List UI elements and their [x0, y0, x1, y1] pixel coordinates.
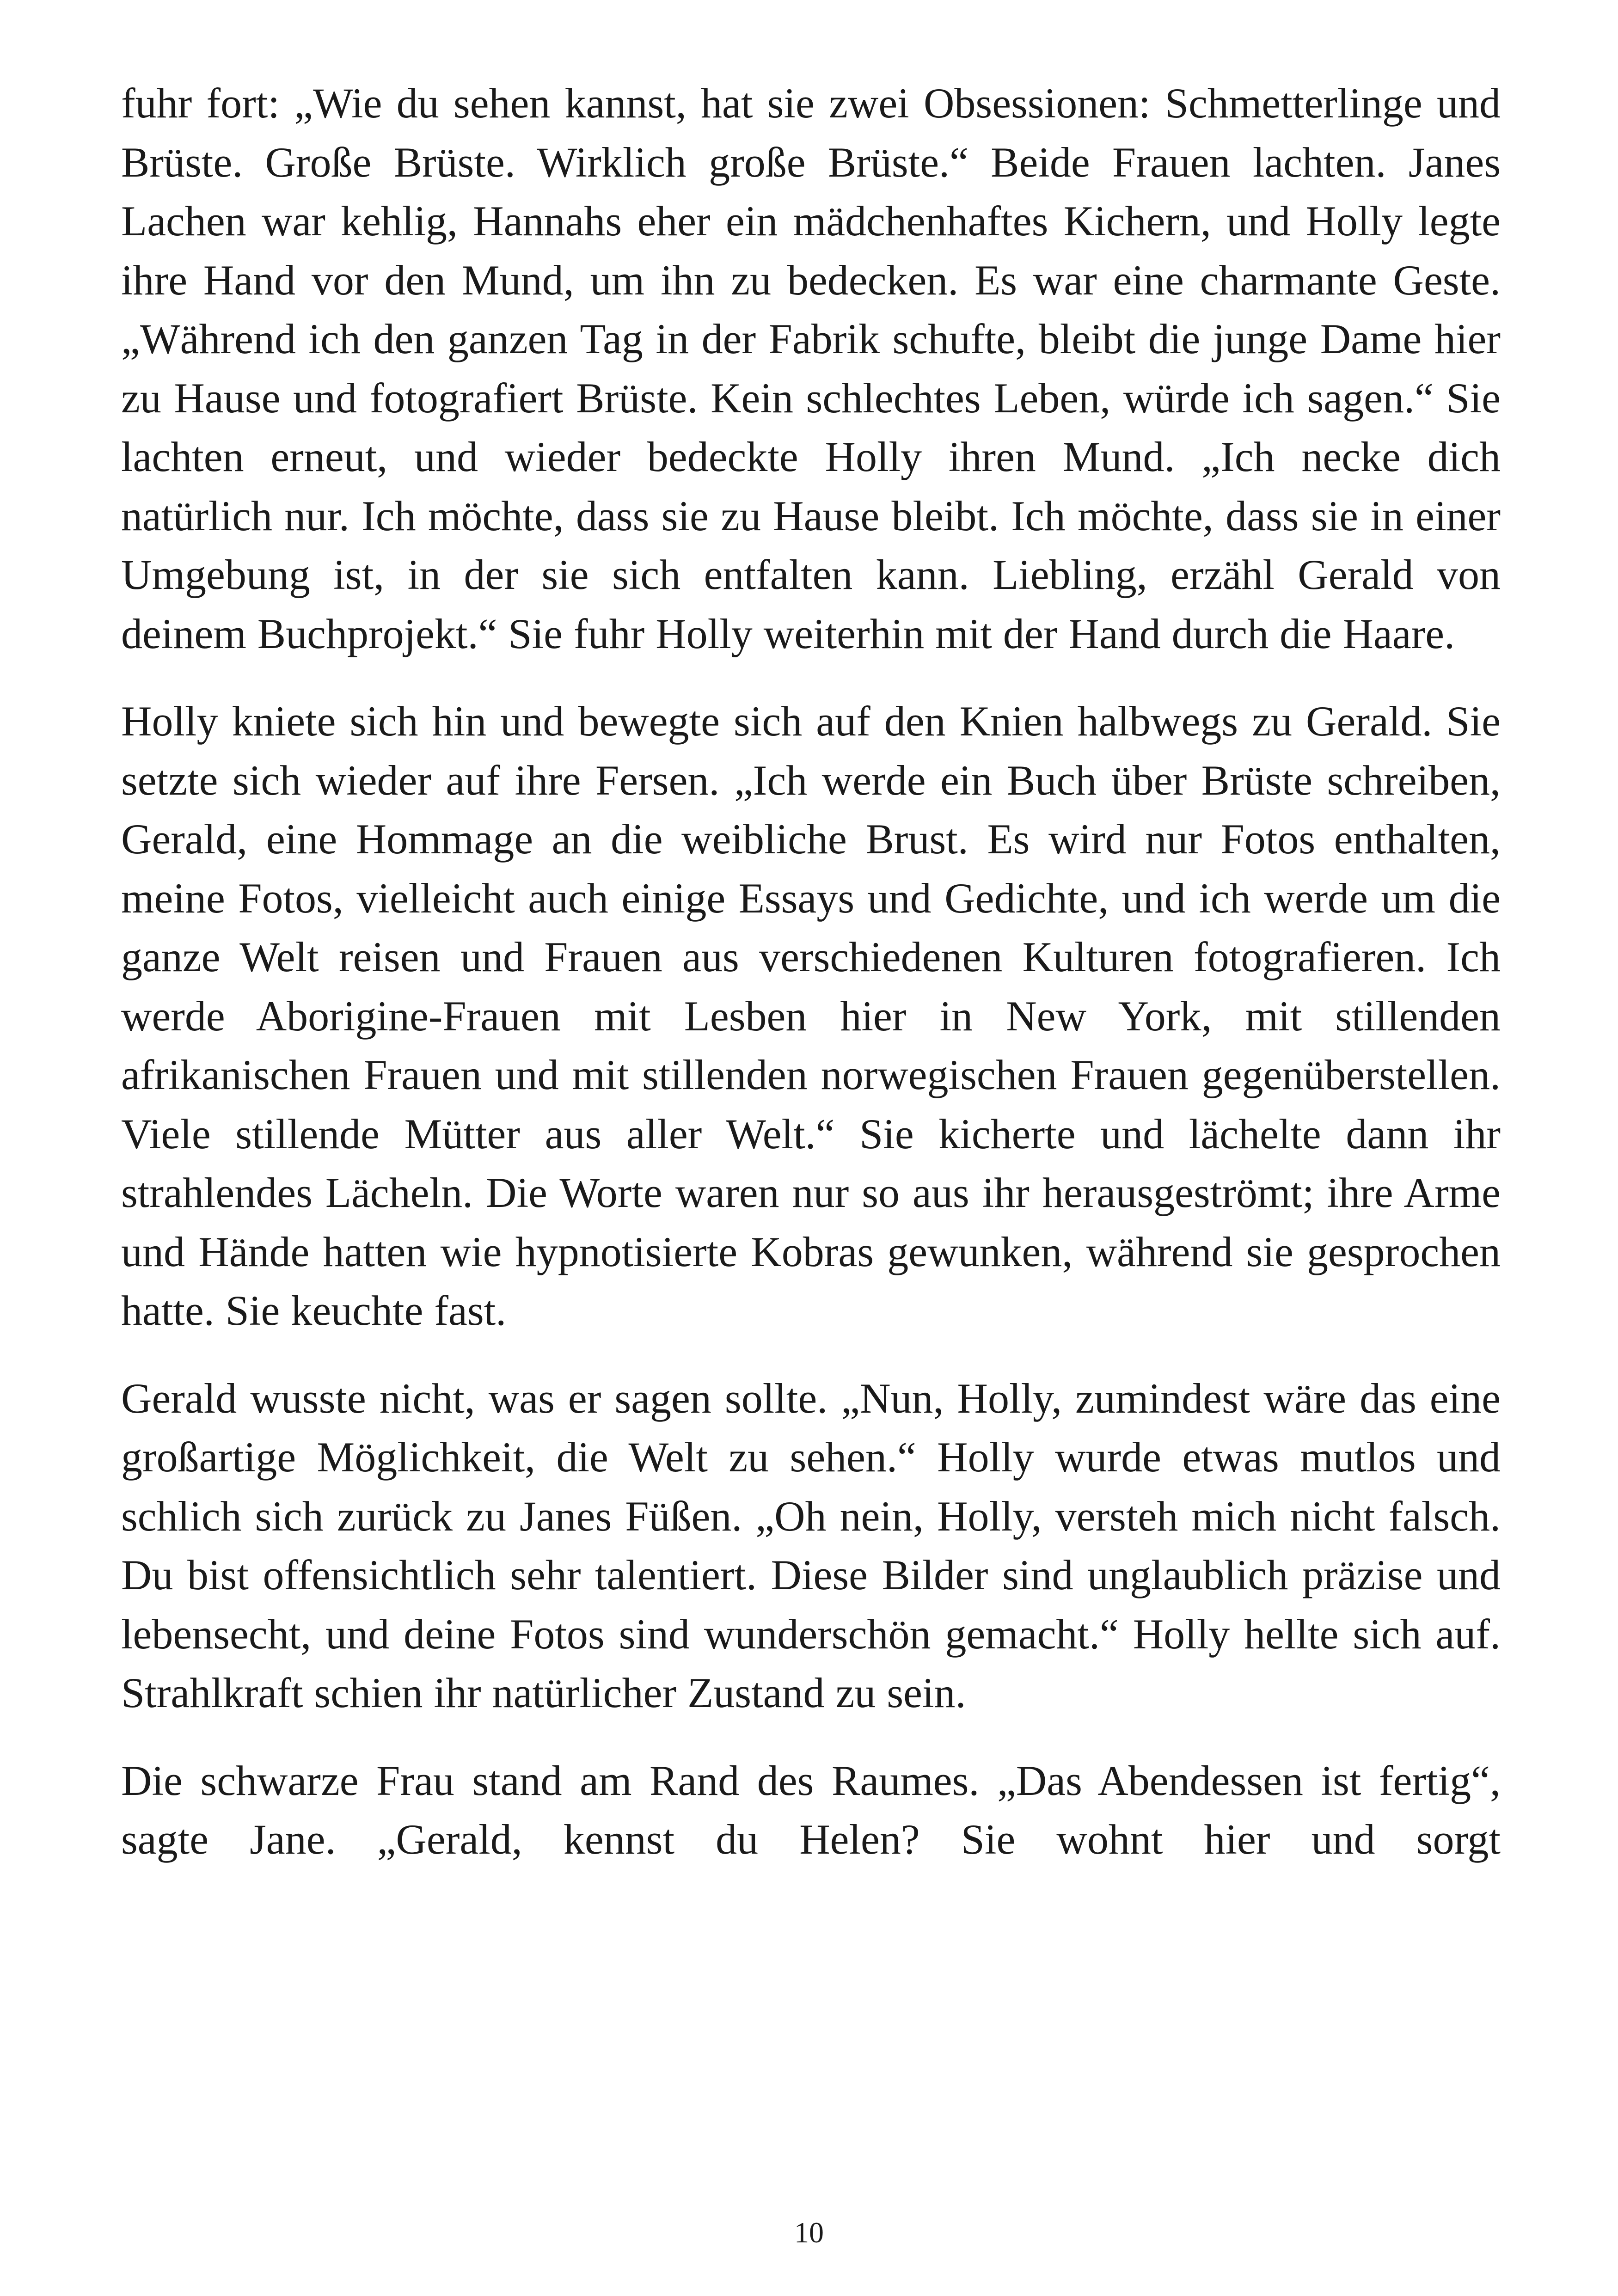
page-body: [121, 74, 1501, 1898]
paragraph-2: Holly kniete sich hin und bewegte sich auf den Knien halbwegs zu Gerald. Sie setzte sich wieder auf ihre Fersen. „Ich werde ein Buch über Brüste schreiben, Gerald, eine Hommage an die weibliche Brust. Es wird nur Fotos enthalten, meine Fotos, vielleicht auch einige Essays und Gedichte, und ich werde um die ganze Welt reisen und Frauen aus verschiedenen Kulturen fotografieren. Ich werde Aborigine-Frauen mit Lesben hier in New York, mit stillenden afrikanischen Frauen und mit stillenden norwegischen Frauen gegenüberstellen. Viele stillende Mütter aus aller Welt.“ Sie kicherte und lächelte dann ihr strahlendes Lächeln. Die Worte waren nur so aus ihr herausgeströmt; ihre Arme und Hände hatten wie hypnotisierte Kobras gewunken, während sie gesprochen hatte. Sie keuchte fast.: [121, 698, 1501, 1334]
paragraph-3: Gerald wusste nicht, was er sagen sollte. „Nun, Holly, zumindest wäre das eine großartige Möglichkeit, die Welt zu sehen.“ Holly wurde etwas mutlos und schlich sich zurück zu Janes Füßen. „Oh nein, Holly, versteh mich nicht falsch. Du bist offensichtlich sehr talentiert. Diese Bilder sind unglaublich präzise und lebensecht, und deine Fotos sind wunderschön gemacht.“ Holly hellte sich auf. Strahlkraft schien ihr natürlicher Zustand zu sein.: [121, 1374, 1501, 1716]
paragraph-4: Die schwarze Frau stand am Rand des Raumes. „Das Abendessen ist fertig“, sagte Jane. „Gerald, kennst du Helen? Sie wohnt hier und sorgt: [121, 1757, 1501, 1863]
page-number: 10: [794, 2216, 824, 2249]
paragraph-1: fuhr fort: „Wie du sehen kannst, hat sie zwei Obsessionen: Schmetterlinge und Brüste. Große Brüste. Wirklich große Brüste.“ Beide Frauen lachten. Janes Lachen war kehlig, Hannahs eher ein mädchenhaftes Kichern, und Holly legte ihre Hand vor den Mund, um ihn zu bedecken. Es war eine charmante Geste. „Während ich den ganzen Tag in der Fabrik schufte, bleibt die junge Dame hier zu Hause und fotografiert Brüste. Kein schlechtes Leben, würde ich sagen.“ Sie lachten erneut, und wieder bedeckte Holly ihren Mund. „Ich necke dich natürlich nur. Ich möchte, dass sie zu Hause bleibt. Ich möchte, dass sie in einer Umgebung ist, in der sie sich entfalten kann. Liebling, erzähl Gerald von deinem Buchprojekt.“ Sie fuhr Holly weiterhin mit der Hand durch die Haare.: [121, 80, 1501, 657]
